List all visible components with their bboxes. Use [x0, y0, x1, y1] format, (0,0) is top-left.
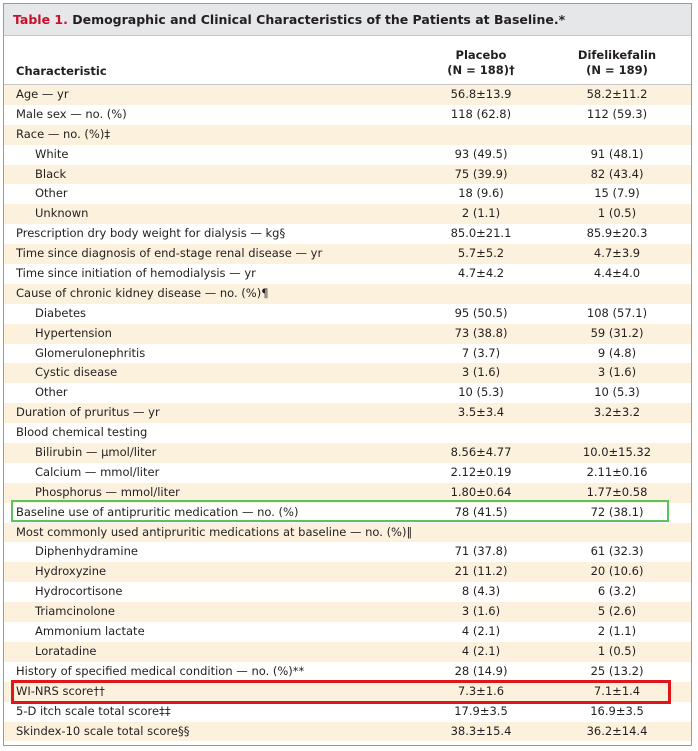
- table-row: [4, 682, 691, 702]
- placebo-value: 2 (1.1): [461, 206, 501, 221]
- placebo-value: 1.80±0.64: [450, 484, 512, 499]
- placebo-value: 18 (9.6): [458, 186, 504, 201]
- placebo-value: 71 (37.8): [454, 544, 508, 559]
- table-row: [4, 503, 691, 523]
- difelikefalin-value: 108 (57.1): [586, 305, 648, 320]
- difelikefalin-value: 4.7±3.9: [593, 246, 641, 261]
- placebo-value: 56.8±13.9: [450, 87, 512, 101]
- table-body: [4, 85, 691, 741]
- row-label: Loratadine: [35, 643, 97, 658]
- table-row: [4, 642, 691, 662]
- placebo-value: 118 (62.8): [450, 106, 512, 121]
- table-row: [4, 363, 691, 383]
- difelikefalin-value: 20 (10.6): [590, 564, 644, 579]
- difelikefalin-value: 85.9±20.3: [586, 226, 648, 241]
- row-label: Most commonly used antipruritic medications at baseline — no. (%)‖: [16, 524, 413, 539]
- placebo-value: 93 (49.5): [454, 146, 508, 161]
- placebo-value: 3 (1.6): [461, 604, 501, 619]
- table-row: [4, 523, 691, 543]
- placebo-value: 73 (38.8): [454, 325, 508, 340]
- row-label: Hydroxyzine: [35, 564, 107, 579]
- header-difelikefalin-n: (N = 189): [586, 63, 648, 77]
- table-row: [4, 443, 691, 463]
- table-row: [4, 622, 691, 642]
- row-label: Male sex — no. (%): [16, 106, 127, 121]
- table-row: [4, 304, 691, 324]
- table-header: [4, 36, 691, 84]
- placebo-value: 8 (4.3): [461, 584, 501, 599]
- difelikefalin-value: 36.2±14.4: [586, 723, 648, 738]
- row-label: 5-D itch scale total score‡‡: [16, 703, 171, 718]
- row-label: Skindex-10 scale total score§§: [16, 723, 190, 738]
- row-label: Time since initiation of hemodialysis — yr: [16, 266, 256, 281]
- table-row: [4, 662, 691, 682]
- placebo-value: 4 (2.1): [461, 643, 501, 658]
- placebo-value: 38.3±15.4: [450, 723, 512, 738]
- row-label: Hypertension: [35, 325, 112, 340]
- table-title: [13, 12, 565, 27]
- row-label: Blood chemical testing: [16, 425, 148, 440]
- row-label: Cause of chronic kidney disease — no. (%)¶: [16, 285, 269, 300]
- row-label: Hydrocortisone: [35, 584, 123, 599]
- row-label: Phosphorus — mmol/liter: [35, 484, 180, 499]
- difelikefalin-value: 3 (1.6): [597, 365, 637, 380]
- difelikefalin-value: 25 (13.2): [590, 663, 644, 678]
- placebo-value: 7 (3.7): [461, 345, 501, 360]
- placebo-value: 85.0±21.1: [450, 226, 512, 241]
- table-row: [4, 344, 691, 364]
- difelikefalin-value: 7.1±1.4: [593, 683, 641, 698]
- table-number: Table 1.: [13, 12, 68, 27]
- table-title-text: Demographic and Clinical Characteristics of the Patients at Baseline.*: [67, 12, 566, 27]
- row-label: Bilirubin — μmol/liter: [35, 445, 157, 460]
- placebo-value: 7.3±1.6: [457, 683, 505, 698]
- table-row: [4, 483, 691, 503]
- row-label: Black: [35, 166, 67, 181]
- difelikefalin-value: 1 (0.5): [597, 643, 637, 658]
- header-placebo: [416, 48, 546, 78]
- placebo-value: 78 (41.5): [454, 504, 508, 519]
- difelikefalin-value: 5 (2.6): [597, 604, 637, 619]
- table-row: [4, 602, 691, 622]
- placebo-value: 4 (2.1): [461, 624, 501, 639]
- table-row: [4, 284, 691, 304]
- difelikefalin-value: 72 (38.1): [590, 504, 644, 519]
- row-label: Ammonium lactate: [35, 624, 145, 639]
- header-difelikefalin: [552, 48, 682, 78]
- placebo-value: 95 (50.5): [454, 305, 508, 320]
- placebo-value: 21 (11.2): [454, 564, 508, 579]
- difelikefalin-value: 4.4±4.0: [593, 266, 641, 281]
- row-label: Glomerulonephritis: [35, 345, 146, 360]
- row-label: Other: [35, 385, 68, 400]
- difelikefalin-value: 1.77±0.58: [586, 484, 648, 499]
- difelikefalin-value: 10 (5.3): [594, 385, 640, 400]
- table-row: [4, 105, 691, 125]
- row-label: Calcium — mmol/liter: [35, 464, 160, 479]
- table-frame: [3, 3, 692, 746]
- table-row: [4, 702, 691, 722]
- table-row: [4, 165, 691, 185]
- difelikefalin-value: 1 (0.5): [597, 206, 637, 221]
- table-row: [4, 722, 691, 742]
- difelikefalin-value: 15 (7.9): [594, 186, 640, 201]
- table-row: [4, 383, 691, 403]
- table-title-bar: [4, 4, 691, 36]
- table-row: [4, 204, 691, 224]
- placebo-value: 75 (39.9): [454, 166, 508, 181]
- difelikefalin-value: 3.2±3.2: [593, 405, 641, 420]
- header-placebo-name: Placebo: [455, 48, 507, 62]
- row-label: Triamcinolone: [35, 604, 115, 619]
- table-row: [4, 125, 691, 145]
- table-row: [4, 244, 691, 264]
- row-label: Race — no. (%)‡: [16, 126, 111, 141]
- placebo-value: 10 (5.3): [458, 385, 504, 400]
- table-row: [4, 145, 691, 165]
- table-row: [4, 324, 691, 344]
- row-label: White: [35, 146, 69, 161]
- header-characteristic: Characteristic: [16, 64, 107, 78]
- header-difelikefalin-name: Difelikefalin: [577, 48, 657, 62]
- difelikefalin-value: 16.9±3.5: [590, 703, 644, 718]
- table-row: [4, 403, 691, 423]
- row-label: Diphenhydramine: [35, 544, 138, 559]
- difelikefalin-value: 2 (1.1): [597, 624, 637, 639]
- row-label: Baseline use of antipruritic medication — no. (%): [16, 504, 299, 519]
- difelikefalin-value: 58.2±11.2: [586, 87, 648, 101]
- table-row: [4, 463, 691, 483]
- table-row: [4, 562, 691, 582]
- difelikefalin-value: 2.11±0.16: [586, 464, 648, 479]
- row-label: WI-NRS score††: [16, 683, 105, 698]
- row-label: Unknown: [35, 206, 89, 221]
- header-placebo-n: (N = 188)†: [447, 63, 515, 77]
- row-label: Diabetes: [35, 305, 87, 320]
- table-row: [4, 423, 691, 443]
- difelikefalin-value: 59 (31.2): [590, 325, 644, 340]
- difelikefalin-value: 91 (48.1): [590, 146, 644, 161]
- difelikefalin-value: 112 (59.3): [586, 106, 648, 121]
- row-label: Time since diagnosis of end-stage renal disease — yr: [16, 246, 323, 261]
- row-label: Cystic disease: [35, 365, 118, 380]
- placebo-value: 5.7±5.2: [457, 246, 505, 261]
- placebo-value: 8.56±4.77: [450, 445, 512, 460]
- placebo-value: 4.7±4.2: [457, 266, 505, 281]
- difelikefalin-value: 9 (4.8): [597, 345, 637, 360]
- table-row: [4, 184, 691, 204]
- difelikefalin-value: 6 (3.2): [597, 584, 637, 599]
- difelikefalin-value: 61 (32.3): [590, 544, 644, 559]
- row-label: History of specified medical condition — no. (%)**: [16, 663, 305, 678]
- placebo-value: 3 (1.6): [461, 365, 501, 380]
- row-label: Prescription dry body weight for dialysis — kg§: [16, 226, 286, 241]
- table-row: [4, 85, 691, 105]
- table-row: [4, 582, 691, 602]
- row-label: Duration of pruritus — yr: [16, 405, 160, 420]
- table-row: [4, 542, 691, 562]
- table-row: [4, 224, 691, 244]
- placebo-value: 3.5±3.4: [457, 405, 505, 420]
- placebo-value: 17.9±3.5: [454, 703, 508, 718]
- placebo-value: 28 (14.9): [454, 663, 508, 678]
- placebo-value: 2.12±0.19: [450, 464, 512, 479]
- row-label: Other: [35, 186, 68, 201]
- difelikefalin-value: 82 (43.4): [590, 166, 644, 181]
- row-label: Age — yr: [16, 87, 69, 101]
- table-row: [4, 264, 691, 284]
- difelikefalin-value: 10.0±15.32: [582, 445, 652, 460]
